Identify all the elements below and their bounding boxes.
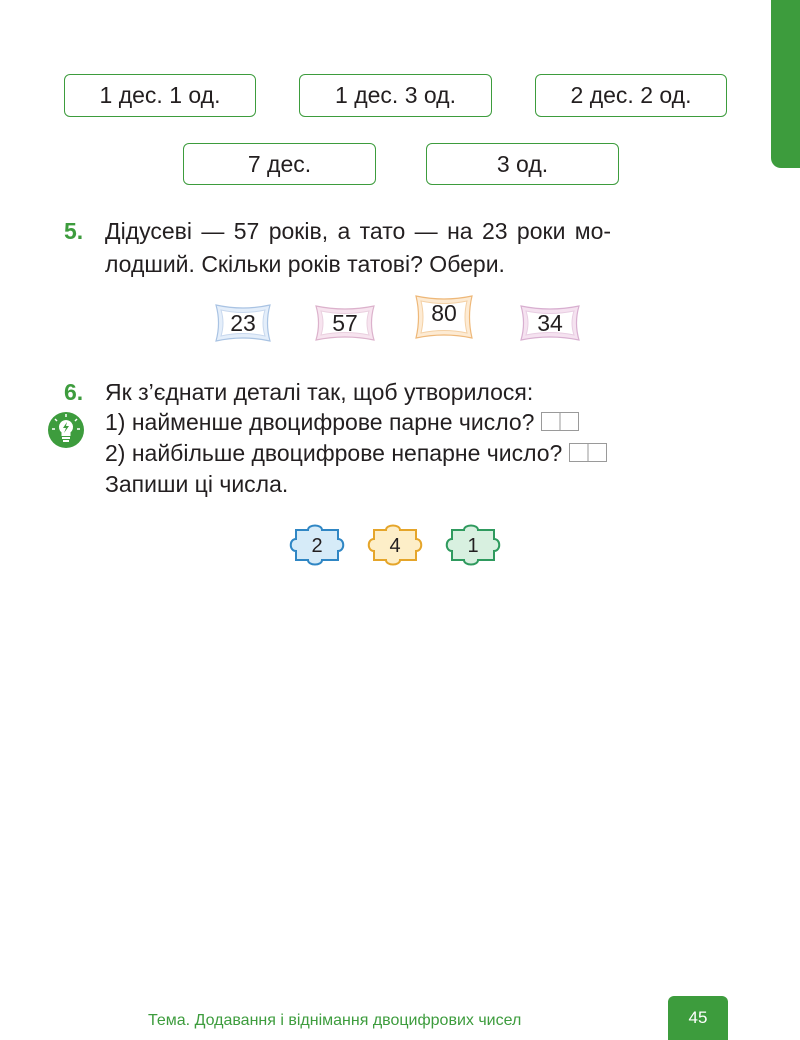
pillow-number: 57: [332, 309, 358, 336]
task-6-text-line: [105, 440, 607, 468]
puzzle-digit: 2: [311, 534, 323, 557]
puzzle-piece[interactable]: [362, 524, 428, 566]
task-5-text-line: Дідусеві — 57 років, а тато — на 23 роки мо-: [105, 218, 612, 244]
pillow-number: 80: [431, 299, 457, 326]
choice-box: 7 дес.: [183, 143, 376, 185]
choice-box: 1 дес. 3 од.: [299, 74, 492, 117]
lightbulb-icon: [47, 411, 85, 449]
puzzle-digit: 4: [389, 534, 401, 557]
puzzle-piece[interactable]: [440, 524, 506, 566]
task-5-number: 5.: [64, 218, 84, 244]
choice-box: 3 од.: [426, 143, 619, 185]
choice-box: 1 дес. 1 од.: [64, 74, 256, 117]
task-6-line-text: 1) найменше двоцифрове парне число?: [105, 409, 535, 435]
task-6-number: 6.: [64, 379, 84, 405]
pillow-option: [313, 303, 377, 343]
task-6-line-text: 2) найбільше двоцифрове непарне число?: [105, 440, 563, 466]
chapter-side-tab: [771, 0, 800, 168]
answer-cells-grid: [569, 443, 607, 462]
page-number: 45: [668, 996, 728, 1040]
pillow-option: [213, 302, 273, 344]
puzzle-piece[interactable]: [284, 524, 350, 566]
answer-cells[interactable]: [541, 410, 579, 437]
task-6-text-line: [105, 409, 579, 437]
pillow-number: 23: [230, 309, 256, 336]
task-6-text-line: Запиши ці числа.: [105, 471, 289, 497]
pillow-option: [413, 293, 475, 341]
task-5-text-line: лодший. Скільки років татові? Обери.: [105, 251, 505, 277]
answer-cells[interactable]: [569, 441, 607, 468]
puzzle-digit: 1: [467, 534, 479, 557]
footer-topic: Тема. Додавання і віднімання двоцифрових чисел: [148, 1012, 522, 1029]
pillow-number: 34: [537, 309, 563, 336]
pillow-option: [518, 303, 582, 343]
answer-cells-grid: [541, 412, 579, 431]
choice-box: 2 дес. 2 од.: [535, 74, 727, 117]
task-6-text-line: Як з’єднати деталі так, щоб утворилося:: [105, 379, 534, 405]
